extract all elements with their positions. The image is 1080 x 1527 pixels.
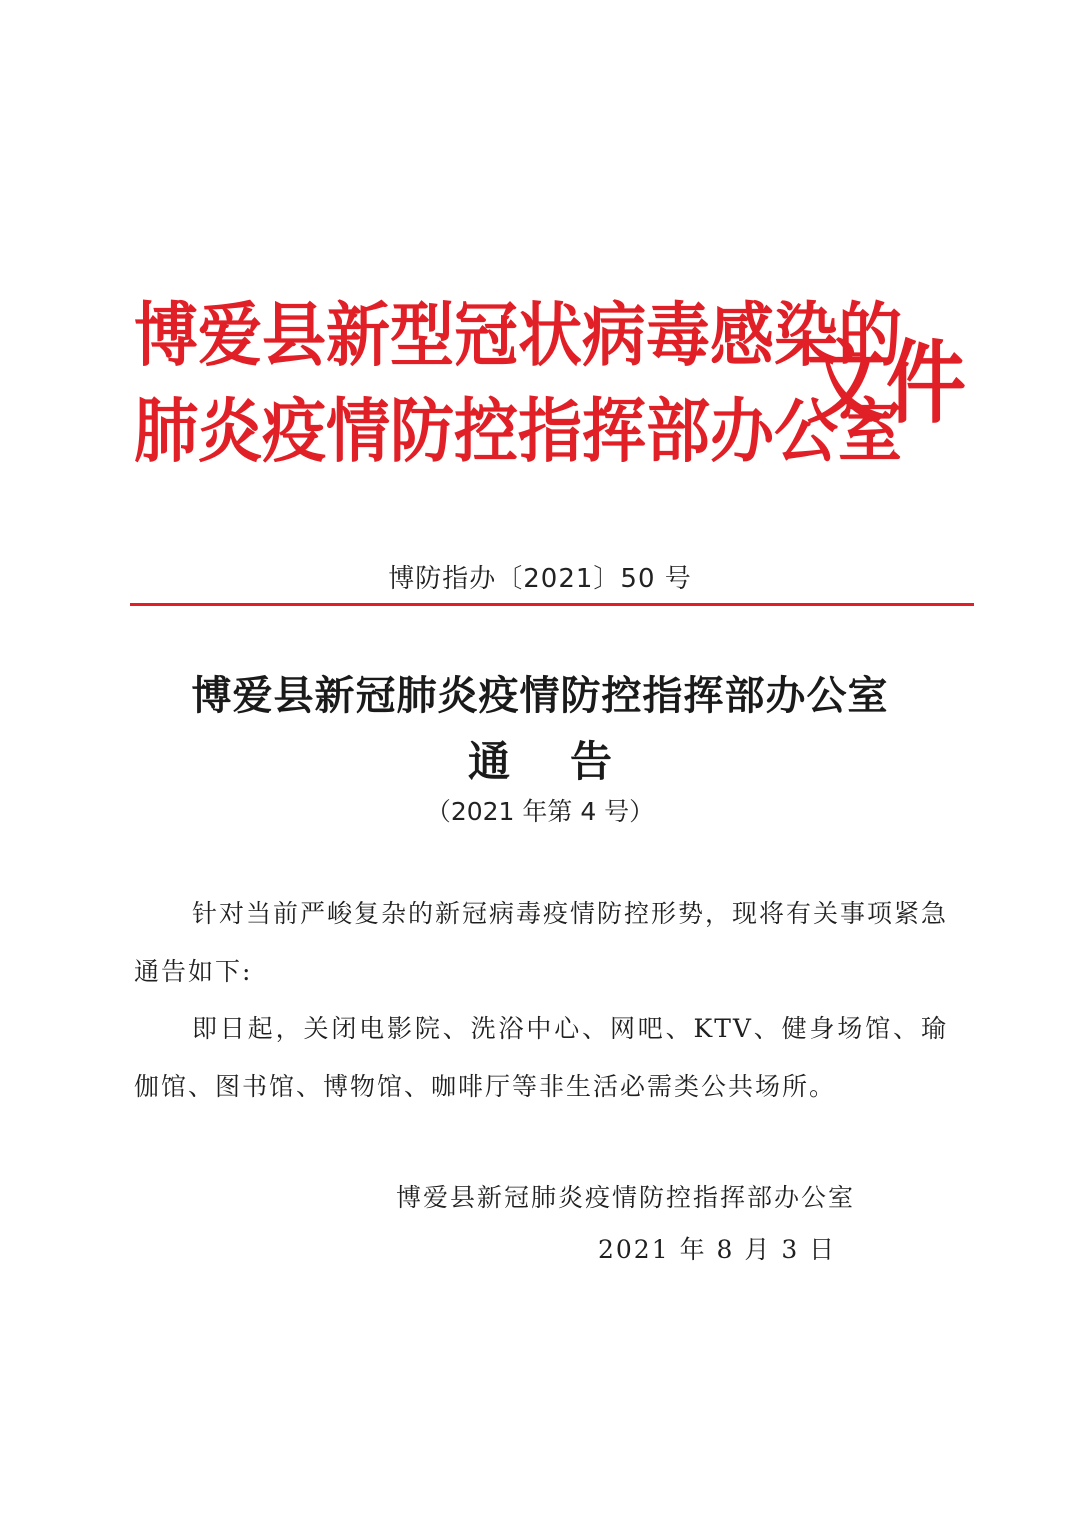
notice-org-title: 博爱县新冠肺炎疫情防控指挥部办公室: [191, 672, 889, 719]
body-paragraph-1: 针对当前严峻复杂的新冠病毒疫情防控形势，现将有关事项紧急通告如下:: [134, 899, 949, 986]
header-doc-type: 文件: [806, 329, 966, 436]
body-paragraph-2: 即日起，关闭电影院、洗浴中心、网吧、KTV、健身场馆、瑜伽馆、图书馆、博物馆、咖啡厅等非生活必需类公共场所。: [134, 1014, 948, 1101]
signature-date: 2021 年 8 月 3 日: [598, 1235, 837, 1264]
header-org-line1: 博爱县新型冠状病毒感染的: [134, 295, 902, 377]
header-org-line2: 肺炎疫情防控指挥部办公室: [134, 391, 902, 473]
notice-title: 通告: [467, 737, 672, 786]
signature-org: 博爱县新冠肺炎疫情防控指挥部办公室: [396, 1183, 856, 1212]
document-number: 博防指办〔2021〕50 号: [388, 564, 692, 594]
notice-year-number: （2021 年第 4 号）: [425, 797, 655, 826]
red-divider-line: [130, 603, 974, 606]
